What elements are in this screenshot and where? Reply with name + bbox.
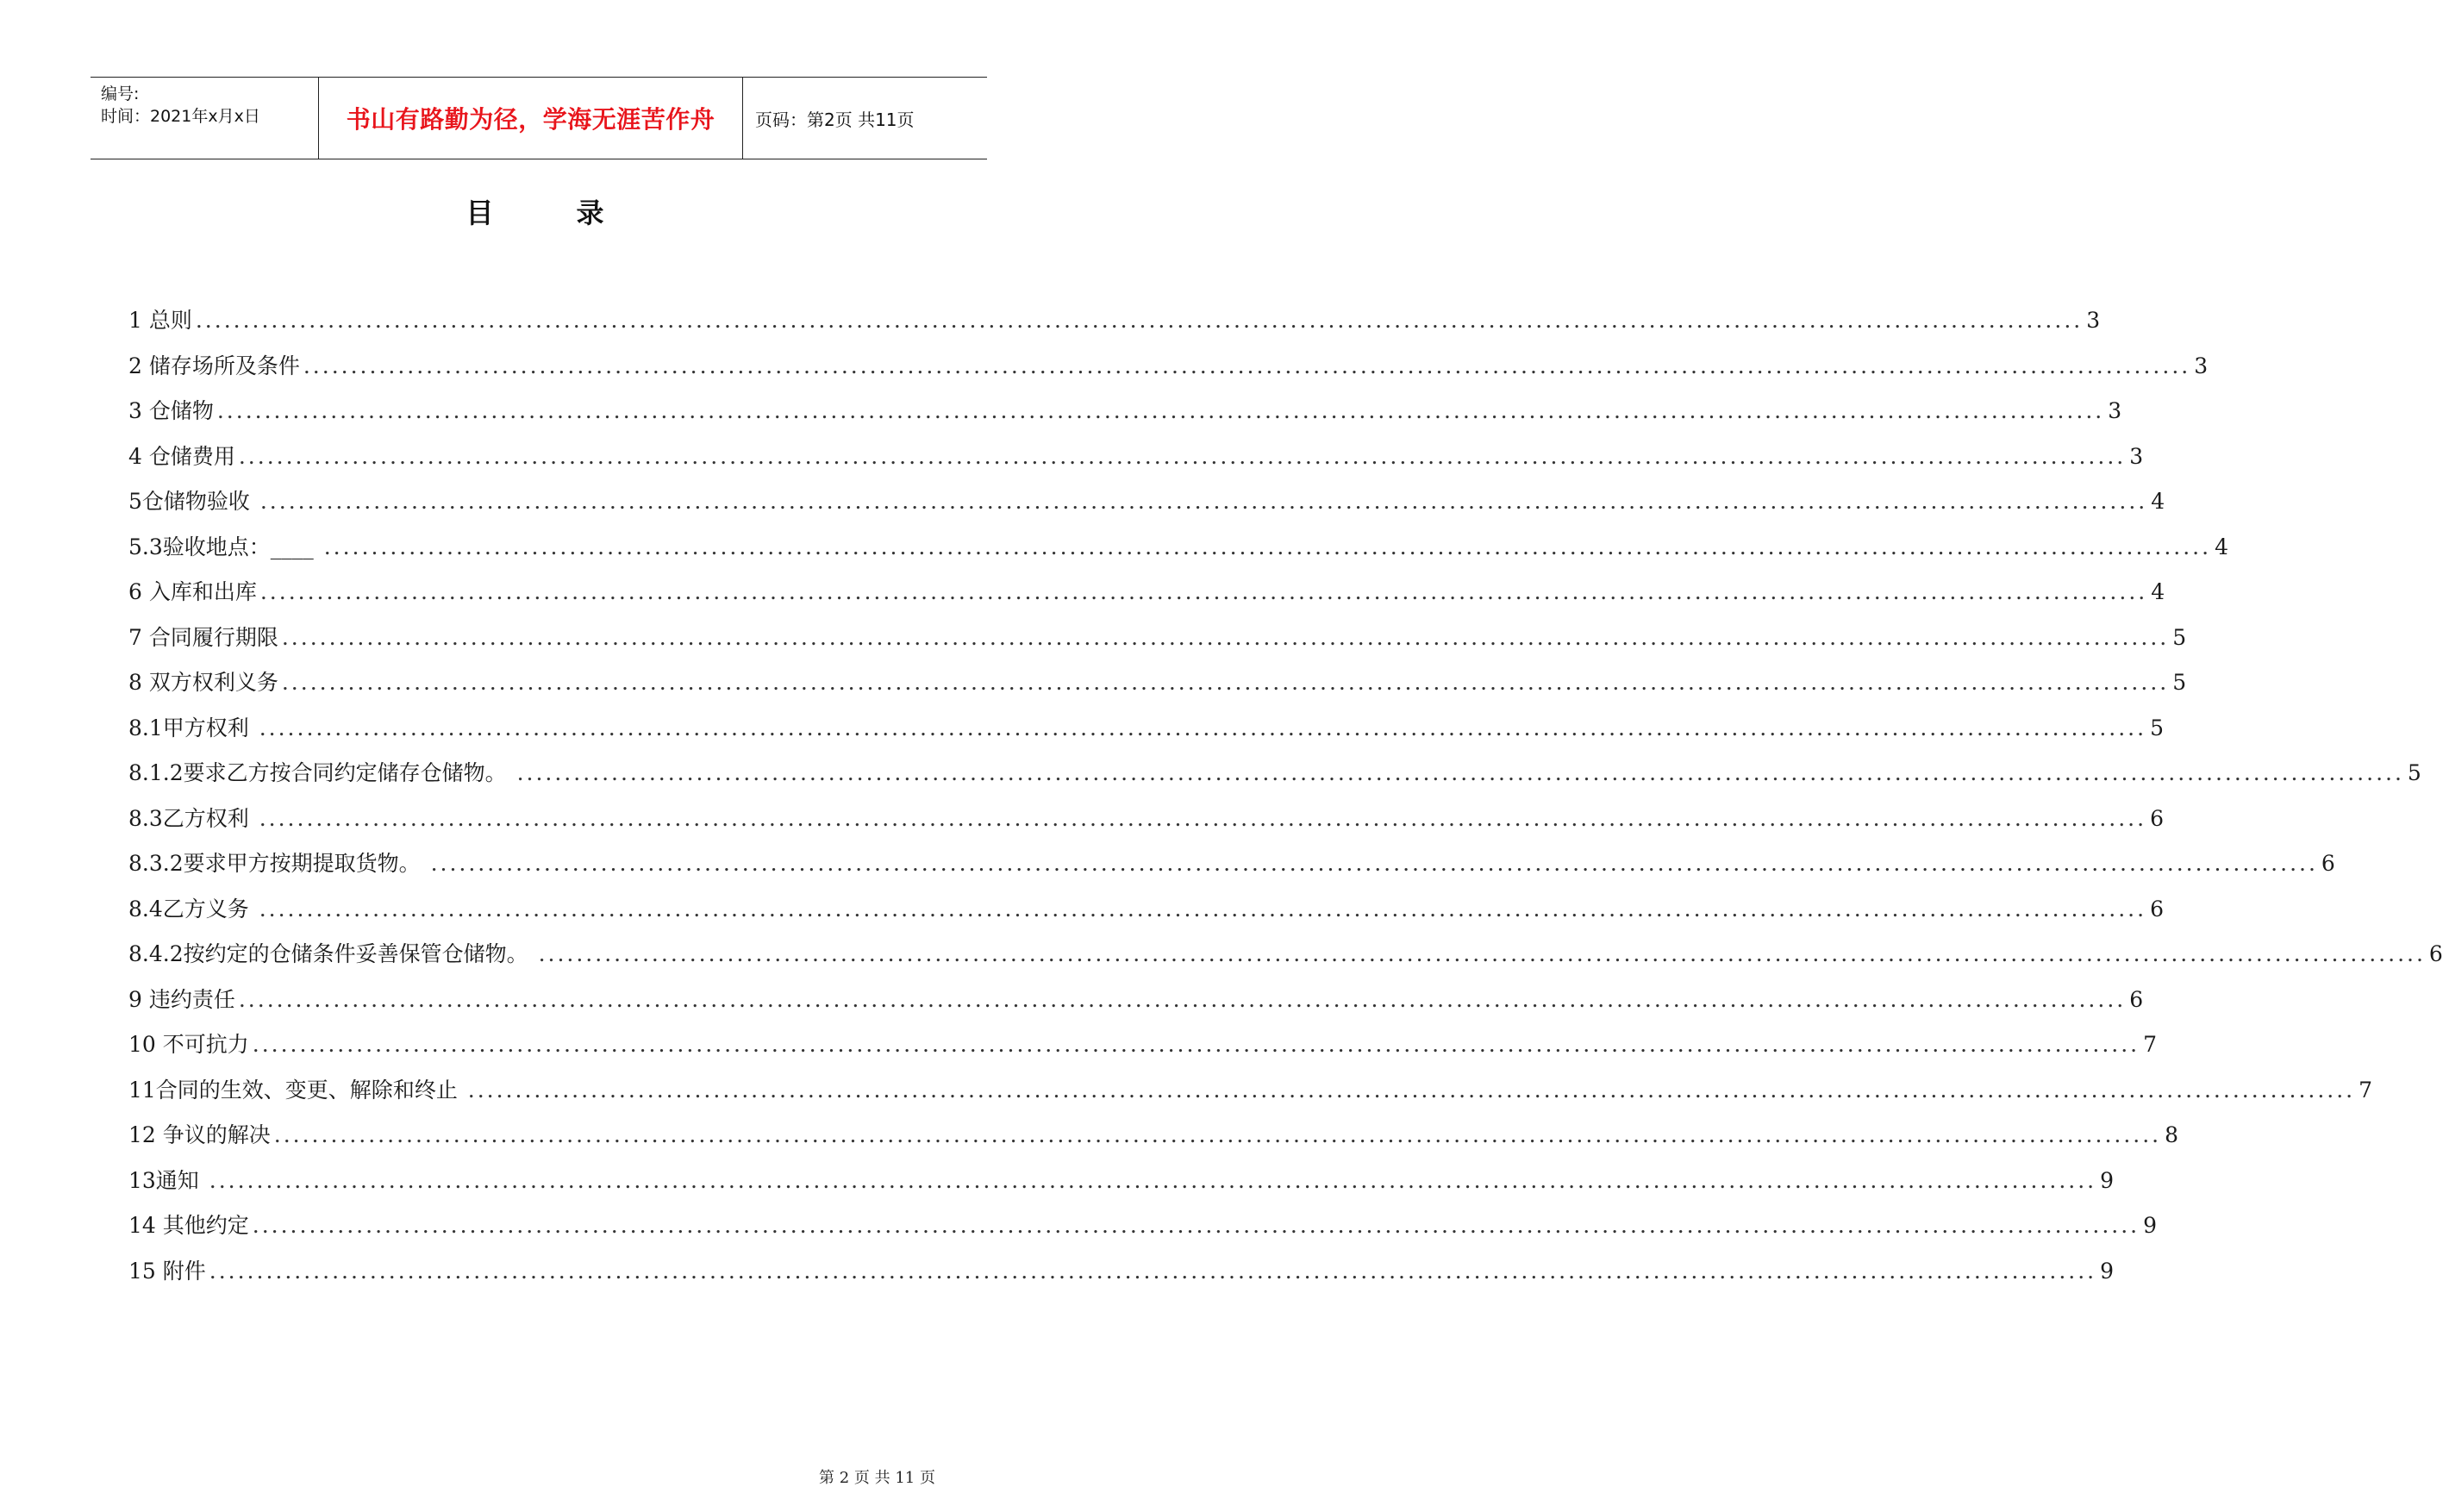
toc-entry-label: 15 附件 (128, 1258, 206, 1284)
toc-dot-leader: ........................................................................................................................................................................................................ (252, 1032, 2140, 1057)
toc-entry[interactable] (128, 530, 2228, 576)
toc-entry[interactable] (128, 1209, 2158, 1254)
toc-entry[interactable] (128, 440, 2144, 485)
toc-dot-leader: ........................................................................................................................................................................................................ (430, 851, 2318, 876)
toc-entry[interactable] (128, 756, 2421, 802)
toc-entry[interactable] (128, 1073, 2373, 1119)
toc-dot-leader: ........................................................................................................................................................................................................ (238, 443, 2127, 469)
toc-entry[interactable] (128, 1028, 2158, 1073)
toc-entry-page-number: 4 (2215, 534, 2228, 559)
header-motto-cell (319, 78, 743, 159)
toc-entry[interactable] (128, 394, 2122, 440)
table-of-contents (128, 303, 2443, 1299)
toc-entry-page-number: 8 (2165, 1122, 2179, 1147)
toc-entry[interactable] (128, 802, 2164, 847)
toc-dot-leader: ........................................................................................................................................................................................................ (238, 986, 2127, 1012)
toc-entry-page-number: 7 (2359, 1077, 2373, 1103)
toc-entry[interactable] (128, 1164, 2115, 1209)
toc-entry-label: 12 争议的解决 (128, 1122, 271, 1147)
toc-dot-leader: ........................................................................................................................................................................................................ (209, 1167, 2097, 1193)
toc-entry-label: 8.1.2要求乙方按合同约定储存仓储物。 (128, 760, 514, 785)
toc-dot-leader: ........................................................................................................................................................................................................ (259, 489, 2148, 514)
toc-title-char-1: 目 (465, 197, 494, 229)
toc-entry-label: 6 入库和出库 (128, 579, 257, 604)
toc-entry-page-number: 3 (2194, 353, 2209, 378)
toc-entry-label: 8 双方权利义务 (128, 670, 278, 695)
toc-entry-label: 10 不可抗力 (128, 1032, 249, 1057)
toc-entry[interactable] (128, 484, 2165, 530)
toc-entry-label: 5.3验收地点：____ (128, 534, 321, 559)
toc-entry[interactable] (128, 303, 2101, 349)
toc-entry-page-number: 4 (2151, 489, 2165, 514)
toc-entry-page-number: 9 (2100, 1258, 2115, 1284)
toc-dot-leader: ........................................................................................................................................................................................................ (538, 941, 2426, 966)
toc-dot-leader: ........................................................................................................................................................................................................ (281, 624, 2170, 650)
toc-entry-page-number: 3 (2086, 308, 2101, 333)
toc-dot-leader: ........................................................................................................................................................................................................ (259, 805, 2147, 831)
toc-entry-page-number: 4 (2151, 579, 2165, 604)
toc-dot-leader: ........................................................................................................................................................................................................ (281, 670, 2170, 695)
toc-dot-leader: ........................................................................................................................................................................................................ (303, 353, 2191, 378)
toc-entry-page-number: 9 (2100, 1167, 2115, 1193)
toc-entry[interactable] (128, 665, 2187, 711)
toc-entry-page-number: 7 (2143, 1032, 2158, 1057)
toc-dot-leader: ........................................................................................................................................................................................................ (216, 398, 2105, 423)
toc-entry-label: 8.1甲方权利 (128, 715, 256, 740)
toc-entry-label: 3 仓储物 (128, 398, 214, 423)
toc-dot-leader: ........................................................................................................................................................................................................ (195, 308, 2084, 333)
toc-entry[interactable] (128, 1254, 2115, 1300)
toc-entry-label: 9 违约责任 (128, 986, 235, 1012)
toc-entry-label: 13通知 (128, 1167, 206, 1193)
toc-entry[interactable] (128, 621, 2187, 666)
toc-entry-label: 4 仓储费用 (128, 443, 235, 469)
toc-entry-label: 2 储存场所及条件 (128, 353, 300, 378)
toc-dot-leader: ........................................................................................................................................................................................................ (323, 534, 2212, 559)
header-page-cell (743, 78, 987, 159)
toc-entry-page-number: 5 (2150, 715, 2164, 740)
toc-entry-label: 5仓储物验收 (128, 489, 257, 514)
toc-entry-page-number: 9 (2143, 1213, 2158, 1238)
toc-entry[interactable] (128, 937, 2443, 983)
toc-dot-leader: ........................................................................................................................................................................................................ (259, 579, 2148, 604)
toc-entry-page-number: 6 (2150, 805, 2164, 831)
toc-entry-page-number: 3 (2108, 398, 2122, 423)
toc-entry[interactable] (128, 983, 2144, 1028)
toc-entry[interactable] (128, 575, 2165, 621)
toc-entry-page-number: 6 (2129, 986, 2144, 1012)
toc-entry[interactable] (128, 711, 2164, 757)
toc-entry-label: 8.3乙方权利 (128, 805, 256, 831)
toc-dot-leader: ........................................................................................................................................................................................................ (209, 1258, 2097, 1284)
toc-title-char-2: 录 (576, 197, 604, 229)
toc-entry-label: 14 其他约定 (128, 1213, 249, 1238)
toc-entry[interactable] (128, 1118, 2179, 1164)
toc-entry[interactable] (128, 892, 2164, 938)
toc-entry-page-number: 5 (2172, 670, 2187, 695)
toc-entry-page-number: 6 (2150, 896, 2164, 922)
toc-entry-page-number: 6 (2321, 851, 2335, 876)
toc-entry-page-number: 5 (2172, 624, 2187, 650)
document-header (91, 77, 987, 159)
toc-entry-page-number: 6 (2428, 941, 2443, 966)
document-number-label: 编号: (101, 84, 140, 103)
toc-entry-page-number: 5 (2407, 760, 2421, 785)
toc-entry-label: 1 总则 (128, 308, 192, 333)
toc-dot-leader: ........................................................................................................................................................................................................ (467, 1077, 2356, 1103)
document-time-label: 时间：2021年x月x日 (101, 107, 260, 126)
toc-entry-label: 7 合同履行期限 (128, 624, 278, 650)
toc-dot-leader: ........................................................................................................................................................................................................ (259, 715, 2147, 740)
toc-dot-leader: ........................................................................................................................................................................................................ (516, 760, 2404, 785)
toc-dot-leader: ........................................................................................................................................................................................................ (259, 896, 2147, 922)
header-page-info: 页码：第2页 共11页 (755, 109, 915, 130)
header-left-cell (91, 78, 319, 159)
toc-entry[interactable] (128, 349, 2209, 395)
toc-entry-label: 8.4.2按约定的仓储条件妥善保管仓储物。 (128, 941, 535, 966)
toc-dot-leader: ........................................................................................................................................................................................................ (252, 1213, 2140, 1238)
toc-entry-page-number: 3 (2129, 443, 2144, 469)
toc-entry-label: 8.3.2要求甲方按期提取货物。 (128, 851, 428, 876)
page-footer: 第 2 页 共 11 页 (819, 1469, 935, 1487)
toc-entry[interactable] (128, 847, 2335, 892)
toc-entry-label: 11合同的生效、变更、解除和终止 (128, 1077, 465, 1103)
toc-dot-leader: ........................................................................................................................................................................................................ (273, 1122, 2162, 1147)
toc-title (0, 191, 1070, 231)
header-motto: 书山有路勤为径，学海无涯苦作舟 (346, 105, 715, 134)
toc-entry-label: 8.4乙方义务 (128, 896, 256, 922)
